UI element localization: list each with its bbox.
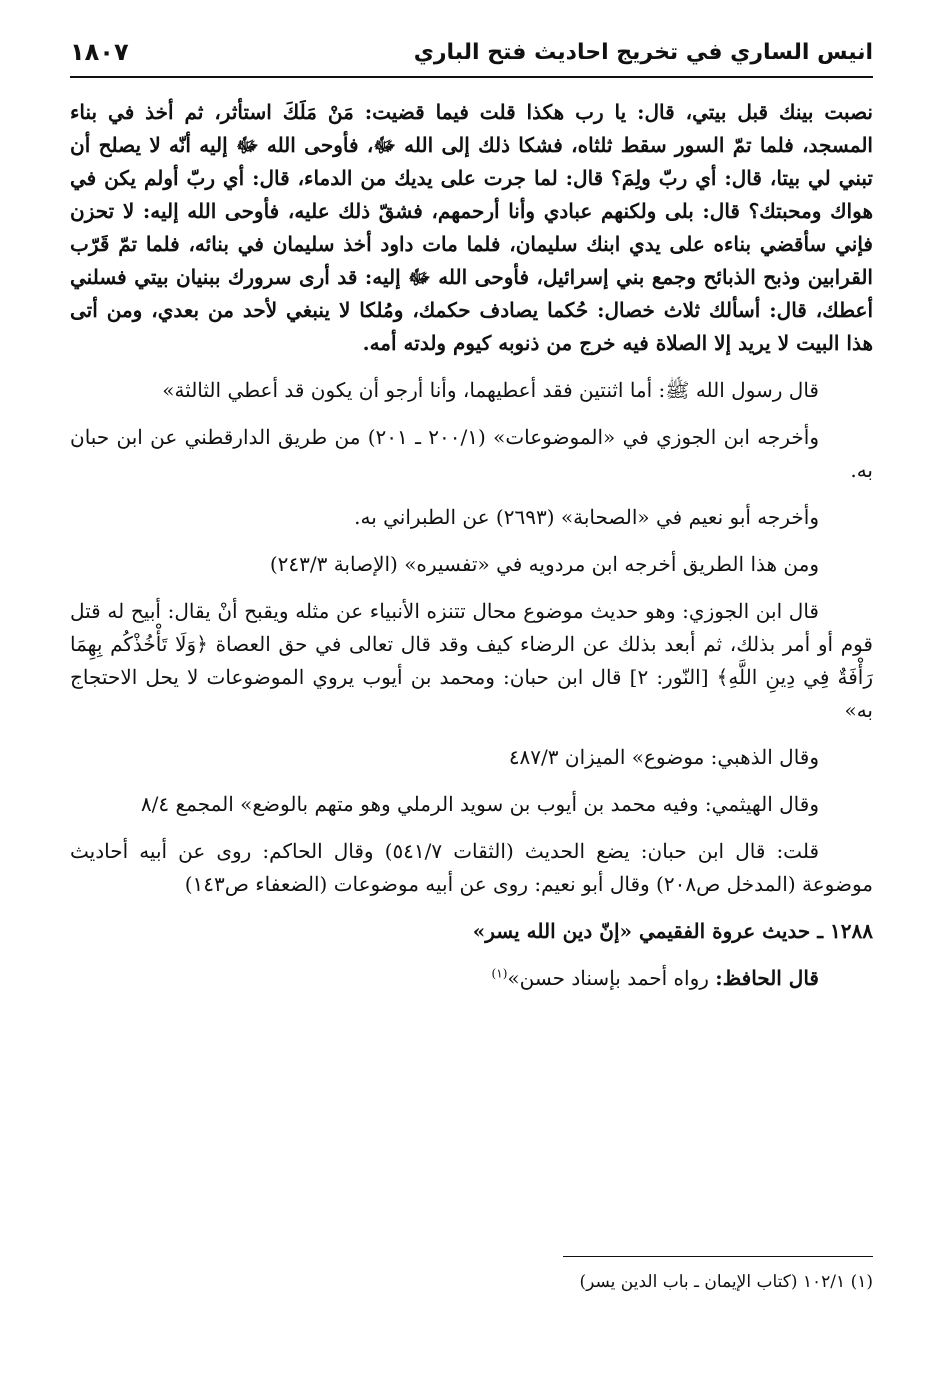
footnote-divider [563, 1256, 873, 1257]
footnote-reference[interactable]: (١) [491, 966, 508, 981]
paragraph-text: رواه أحمد بإسناد حسن» [507, 966, 716, 990]
paragraph-text: ومن هذا الطريق أخرجه ابن مردويه في «تفسيره» (الإصابة ٢٤٣/٣) [269, 552, 819, 576]
paragraph-ibn-jawzi-source [70, 421, 873, 487]
paragraph-text: وقال الذهبي: موضوع» الميزان ٤٨٧/٣ [508, 745, 819, 769]
paragraph-text: وأخرجه أبو نعيم في «الصحابة» (٢٦٩٣) عن الطبراني به. [354, 505, 819, 529]
paragraph-text: ١٢٨٨ ـ حديث عروة الفقيمي «إنّ دين الله يسر» [472, 919, 873, 943]
footnote-text: (١) ١٠٢/١ (كتاب الإيمان ـ باب الدين يسر) [579, 1272, 873, 1292]
paragraph-ibn-mardawayh-source [70, 548, 873, 581]
paragraph-text: قلت: قال ابن حبان: يضع الحديث (الثقات ٥٤١/٧) وقال الحاكم: روى عن أبيه أحاديث موضوعة (المدخل ص٢٠٨) وقال أبو نعيم: روى عن أبيه موضوعات (الضعفاء ص١٤٣) [70, 839, 873, 896]
paragraph-abu-nuaym-source [70, 501, 873, 534]
paragraph-haythami-verdict [70, 788, 873, 821]
paragraph-text: قال ابن الجوزي: وهو حديث موضوع محال تتنزه الأنبياء عن مثله ويقبح أنْ يقال: أبيح له قتل قوم أو أمر بذلك، ثم أبعد بذلك عن الرضاء كيف وقد قال تعالى في حق العصاة ﴿وَلَا تَأْخُذْكُم بِهِمَا رَأْفَةٌ فِي دِينِ اللَّهِ﴾ [النّور: ٢] قال ابن حبان: ومحمد بن أيوب يروي الموضوعات لا يحل الاحتجاج به» [70, 599, 873, 722]
paragraph-hadith-text [70, 96, 873, 360]
paragraph-lead: قال الحافظ: [715, 966, 819, 990]
paragraph-text: نصبت بينك قبل بيتي، قال: يا رب هكذا قلت فيما قضيت: مَنْ مَلَكَ استأثر، ثم أخذ في بناء المسجد، فلما تمّ السور سقط ثلثاه، فشكا ذلك إلى الله ﷻ، فأوحى الله ﷻ إليه أنّه لا يصلح أن تبني لي بيتا، قال: أي ربّ ولِمَ؟ قال: لما جرت على يديك من الدماء، قال: أي ربّ أولم يكن في هواك ومحبتك؟ قال: بلى ولكنهم عبادي وأنا أرحمهم، فشقّ ذلك عليه، فأوحى الله إليه: لا تحزن فإني سأقضي بناءه على يدي ابنك سليمان، فلما مات داود أخذ سليمان في بنائه، فلما تمّ قَرّب القرابين وذبح الذبائح وجمع بني إسرائيل، فأوحى الله ﷻ إليه: قد أرى سرورك ببنيان بيتي فسلني أعطك، قال: أسألك ثلاث خصال: حُكما يصادف حكمك، ومُلكا لا ينبغي لأحد من بعدي، ومن أتى هذا البيت لا يريد إلا الصلاة فيه خرج من ذنوبه كيوم ولدته أمه. [70, 100, 874, 355]
page-number: ١٨٠٧ [70, 38, 129, 66]
hadith-entry-heading [70, 915, 873, 948]
paragraph-ibn-jawzi-verdict [70, 595, 873, 727]
page-header [70, 36, 873, 78]
body-text [70, 96, 873, 1009]
paragraph-text: قال رسول الله ﷺ: أما اثنتين فقد أعطيهما، وأنا أرجو أن يكون قد أعطي الثالثة» [162, 378, 819, 402]
running-title: انيس الساري في تخريج احاديث فتح الباري [413, 40, 873, 65]
paragraph-text: وقال الهيثمي: وفيه محمد بن أيوب بن سويد الرملي وهو متهم بالوضع» المجمع ٨/٤ [140, 792, 819, 816]
paragraph-text: وأخرجه ابن الجوزي في «الموضوعات» (٢٠٠/١ ـ ٢٠١) من طريق الدارقطني عن ابن حبان به. [70, 425, 873, 482]
paragraph-prophet-saying [70, 374, 873, 407]
paragraph-author-note [70, 835, 873, 901]
paragraph-dhahabi-verdict [70, 741, 873, 774]
paragraph-hafiz-statement [70, 962, 873, 995]
footnote [70, 1268, 873, 1296]
